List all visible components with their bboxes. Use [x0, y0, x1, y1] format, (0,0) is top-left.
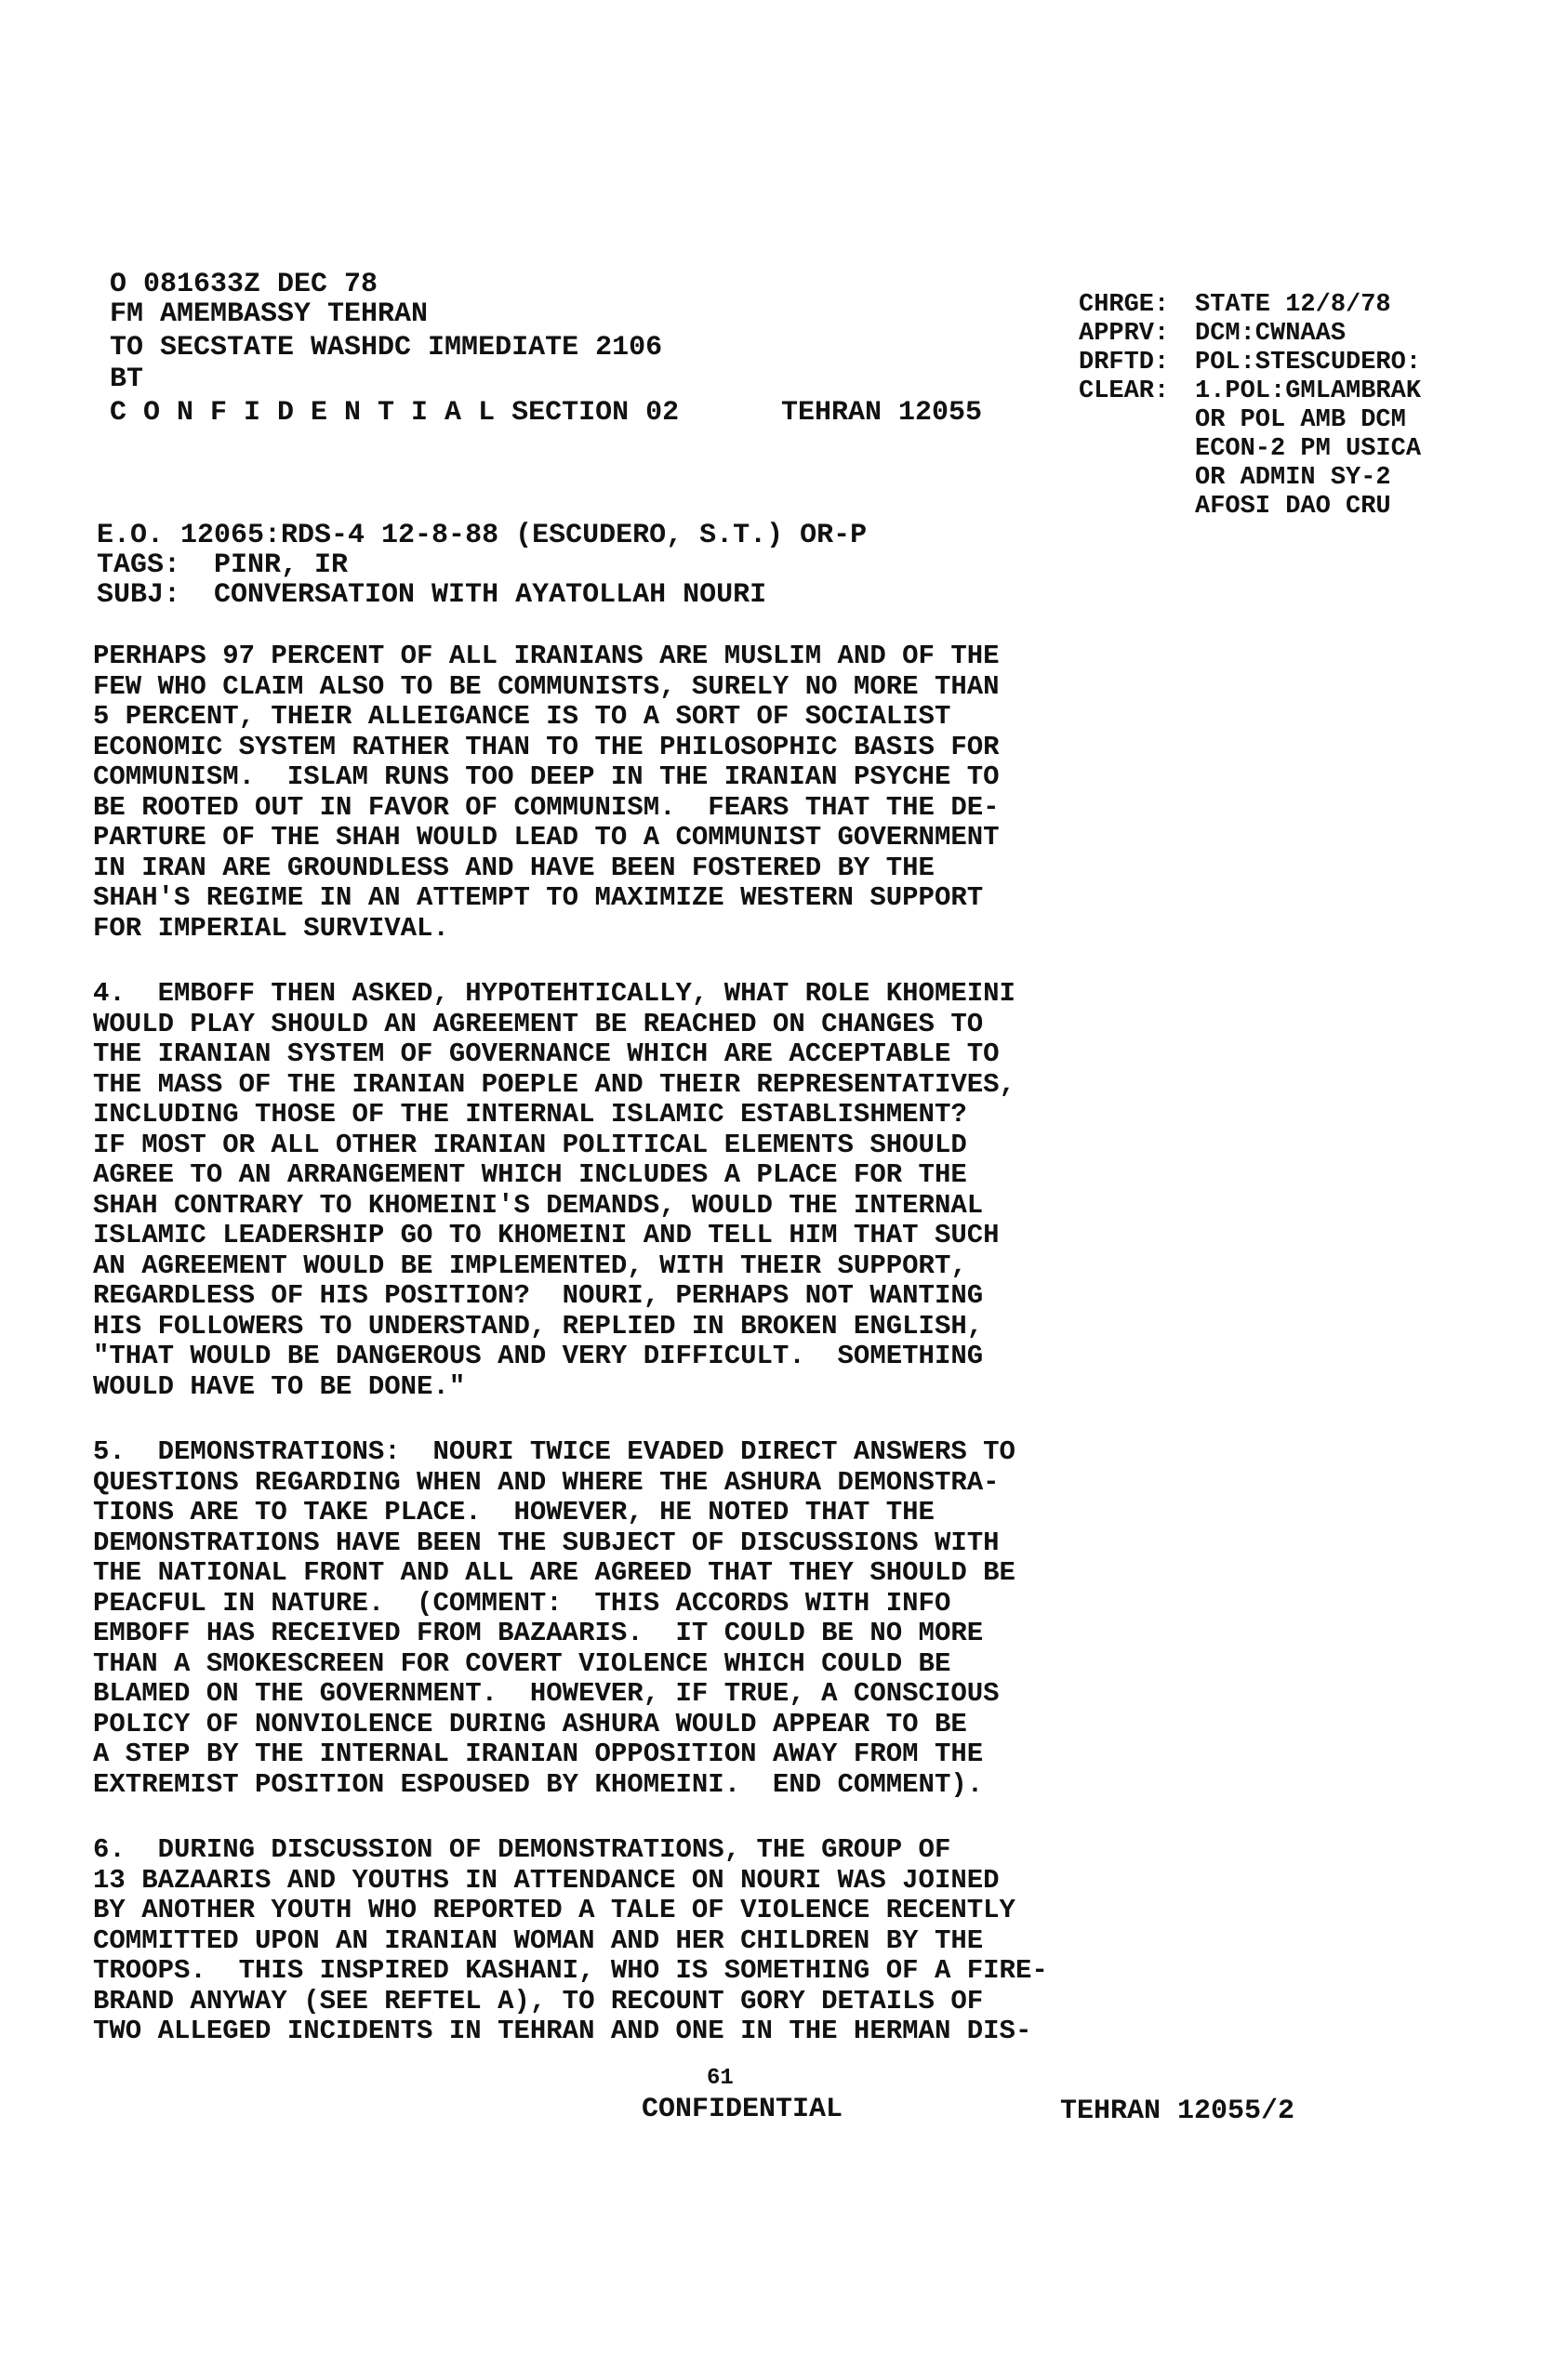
routing-row: ECON-2 PM USICA — [1195, 435, 1422, 463]
body-line: PARTURE OF THE SHAH WOULD LEAD TO A COMMUNIST GOVERNMENT — [93, 822, 1000, 853]
body-line: FOR IMPERIAL SURVIVAL. — [93, 912, 449, 944]
body-line: BLAMED ON THE GOVERNMENT. HOWEVER, IF TRUE, A CONSCIOUS — [93, 1678, 1000, 1709]
body-line: PERHAPS 97 PERCENT OF ALL IRANIANS ARE MUSLIM AND OF THE — [93, 641, 1000, 671]
routing-row: AFOSI DAO CRU — [1195, 493, 1391, 521]
body-line: A STEP BY THE INTERNAL IRANIAN OPPOSITION AWAY FROM THE — [93, 1739, 984, 1769]
routing-row: OR ADMIN SY-2 — [1195, 464, 1391, 492]
body-line: POLICY OF NONVIOLENCE DURING ASHURA WOULD APPEAR TO BE — [93, 1708, 967, 1739]
date-time-group: O 081633Z DEC 78 — [110, 269, 378, 300]
body-line: BE ROOTED OUT IN FAVOR OF COMMUNISM. FEARS THAT THE DE- — [93, 791, 1000, 823]
body-line: 4. EMBOFF THEN ASKED, HYPOTEHTICALLY, WHAT ROLE KHOMEINI — [93, 978, 1015, 1009]
body-line: BRAND ANYWAY (SEE REFTEL A), TO RECOUNT GORY DETAILS OF — [93, 1985, 984, 2016]
body-line: IF MOST OR ALL OTHER IRANIAN POLITICAL ELEMENTS SHOULD — [93, 1129, 967, 1160]
header-reference: TEHRAN 12055 — [781, 397, 983, 429]
body-line: FEW WHO CLAIM ALSO TO BE COMMUNISTS, SURELY NO MORE THAN — [93, 670, 1000, 702]
paragraph — [93, 1835, 1162, 2047]
body-line: INCLUDING THOSE OF THE INTERNAL ISLAMIC ESTABLISHMENT? — [93, 1099, 967, 1130]
paragraph — [93, 641, 1162, 944]
subject-line: SUBJ: CONVERSATION WITH AYATOLLAH NOURI — [97, 579, 767, 611]
body-line: 13 BAZAARIS AND YOUTHS IN ATTENDANCE ON NOURI WAS JOINED — [93, 1864, 1000, 1896]
body-line: ECONOMIC SYSTEM RATHER THAN TO THE PHILOSOPHIC BASIS FOR — [93, 731, 1000, 762]
body-line: QUESTIONS REGARDING WHEN AND WHERE THE ASHURA DEMONSTRA- — [93, 1466, 1000, 1498]
body-line: EXTREMIST POSITION ESPOUSED BY KHOMEINI. END COMMENT). — [93, 1768, 984, 1800]
body-line: "THAT WOULD BE DANGEROUS AND VERY DIFFICULT. SOMETHING — [93, 1341, 984, 1371]
body-line: WOULD PLAY SHOULD AN AGREEMENT BE REACHED ON CHANGES TO — [93, 1008, 984, 1039]
classification-section-line: C O N F I D E N T I A L SECTION 02 — [110, 397, 680, 429]
body-line: IN IRAN ARE GROUNDLESS AND HAVE BEEN FOSTERED BY THE — [93, 852, 935, 883]
routing-row: CLEAR: 1.POL:GMLAMBRAK — [1079, 377, 1422, 405]
body-line: DEMONSTRATIONS HAVE BEEN THE SUBJECT OF DISCUSSIONS WITH — [93, 1527, 1000, 1558]
body-line: REGARDLESS OF HIS POSITION? NOURI, PERHAPS NOT WANTING — [93, 1280, 984, 1311]
body-line: SHAH'S REGIME IN AN ATTEMPT TO MAXIMIZE WESTERN SUPPORT — [93, 882, 984, 913]
body-line: BY ANOTHER YOUTH WHO REPORTED A TALE OF VIOLENCE RECENTLY — [93, 1895, 1015, 1925]
cable-body — [93, 641, 1162, 2082]
body-line: EMBOFF HAS RECEIVED FROM BAZAARIS. IT COULD BE NO MORE — [93, 1618, 984, 1648]
body-line: WOULD HAVE TO BE DONE." — [93, 1370, 466, 1402]
body-line: HIS FOLLOWERS TO UNDERSTAND, REPLIED IN BROKEN ENGLISH, — [93, 1310, 984, 1342]
to-line: TO SECSTATE WASHDC IMMEDIATE 2106 — [110, 332, 663, 364]
eo-line: E.O. 12065:RDS-4 12-8-88 (ESCUDERO, S.T.) OR-P — [97, 520, 868, 551]
body-line: TWO ALLEGED INCIDENTS IN TEHRAN AND ONE IN THE HERMAN DIS- — [93, 2016, 1032, 2046]
body-line: THAN A SMOKESCREEN FOR COVERT VIOLENCE WHICH COULD BE — [93, 1647, 951, 1679]
body-line: THE NATIONAL FRONT AND ALL ARE AGREED THAT THEY SHOULD BE — [93, 1557, 1015, 1588]
body-line: THE MASS OF THE IRANIAN POEPLE AND THEIR REPRESENTATIVES, — [93, 1068, 1015, 1100]
body-line: AN AGREEMENT WOULD BE IMPLEMENTED, WITH THEIR SUPPORT, — [93, 1250, 967, 1281]
body-line: TROOPS. THIS INSPIRED KASHANI, WHO IS SOMETHING OF A FIRE- — [93, 1955, 1048, 1986]
body-line: COMMITTED UPON AN IRANIAN WOMAN AND HER CHILDREN BY THE — [93, 1924, 984, 1956]
body-line: THE IRANIAN SYSTEM OF GOVERNANCE WHICH ARE ACCEPTABLE TO — [93, 1038, 1000, 1069]
routing-row: CHRGE: STATE 12/8/78 — [1079, 291, 1391, 319]
footer-classification: CONFIDENTIAL — [642, 2094, 843, 2125]
body-line: AGREE TO AN ARRANGEMENT WHICH INCLUDES A PLACE FOR THE — [93, 1159, 967, 1190]
body-line: TIONS ARE TO TAKE PLACE. HOWEVER, HE NOTED THAT THE — [93, 1497, 935, 1527]
from-line: FM AMEMBASSY TEHRAN — [110, 298, 429, 330]
tags-line: TAGS: PINR, IR — [97, 549, 349, 581]
routing-row: APPRV: DCM:CWNAAS — [1079, 320, 1347, 348]
paragraph — [93, 979, 1162, 1402]
bt-line: BT — [110, 364, 144, 395]
body-line: PEACFUL IN NATURE. (COMMENT: THIS ACCORDS WITH INFO — [93, 1587, 951, 1619]
paragraph — [93, 1437, 1162, 1800]
body-line: 5. DEMONSTRATIONS: NOURI TWICE EVADED DIRECT ANSWERS TO — [93, 1436, 1015, 1467]
body-line: COMMUNISM. ISLAM RUNS TOO DEEP IN THE IRANIAN PSYCHE TO — [93, 761, 1000, 792]
page-number: 61 — [707, 2066, 734, 2091]
footer-reference: TEHRAN 12055/2 — [1060, 2096, 1295, 2127]
routing-row: OR POL AMB DCM — [1195, 406, 1406, 434]
routing-row: DRFTD: POL:STESCUDERO: — [1079, 349, 1422, 377]
body-line: 6. DURING DISCUSSION OF DEMONSTRATIONS, THE GROUP OF — [93, 1834, 951, 1865]
body-line: ISLAMIC LEADERSHIP GO TO KHOMEINI AND TELL HIM THAT SUCH — [93, 1220, 1000, 1250]
body-line: SHAH CONTRARY TO KHOMEINI'S DEMANDS, WOULD THE INTERNAL — [93, 1189, 984, 1221]
body-line: 5 PERCENT, THEIR ALLEIGANCE IS TO A SORT OF SOCIALIST — [93, 701, 951, 732]
